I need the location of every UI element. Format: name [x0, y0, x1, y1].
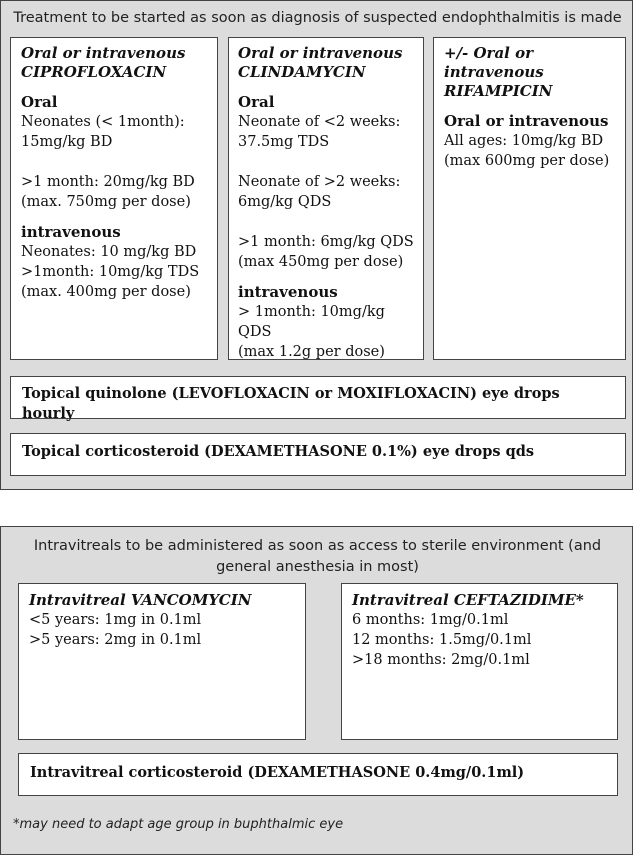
topical-quinolone-text: Topical quinolone (LEVOFLOXACIN or MOXIFLOXACIN) eye drops hourly: [22, 385, 560, 422]
clinda-oral-line: >1 month: 6mg/kg QDS: [238, 234, 414, 250]
rif-title-line2: RIFAMPICIN: [444, 82, 553, 100]
clinda-oral-line: Neonate of >2 weeks:: [238, 174, 401, 190]
clinda-iv-label: intravenous: [238, 283, 338, 301]
rif-route-label: Oral or intravenous: [444, 112, 609, 130]
intravitreal-steroid-box: [18, 753, 618, 796]
vanco-line: >5 years: 2mg in 0.1ml: [29, 632, 202, 648]
clinda-oral-line: 6mg/kg QDS: [238, 194, 332, 210]
topical-quinolone-box: [10, 376, 626, 422]
ceftaz-line: 12 months: 1.5mg/0.1ml: [352, 632, 532, 648]
cipro-iv-line: Neonates: 10 mg/kg BD: [21, 244, 197, 260]
cipro-iv-label: intravenous: [21, 223, 121, 241]
cipro-title-line2: CIPROFLOXACIN: [21, 63, 167, 81]
cipro-oral-line: Neonates (< 1month):: [21, 114, 185, 130]
clinda-iv-line: (max 1.2g per dose): [238, 344, 385, 360]
clindamycin-box: [228, 37, 424, 360]
rif-line: All ages: 10mg/kg BD: [444, 133, 604, 149]
cipro-oral-label: Oral: [21, 93, 58, 111]
clinda-oral-line: Neonate of <2 weeks:: [238, 114, 401, 130]
clinda-title-line2: CLINDAMYCIN: [238, 63, 366, 81]
topical-steroid-box: [10, 433, 626, 476]
treatment-header: Treatment to be started as soon as diagnosis of suspected endophthalmitis is made: [13, 10, 622, 26]
clinda-oral-line: 37.5mg TDS: [238, 134, 330, 150]
footnote: *may need to adapt age group in buphthalmic eye: [13, 817, 344, 832]
intravitreal-header-line1: Intravitreals to be administered as soon as access to sterile environment (and: [33, 538, 602, 554]
vanco-title: Intravitreal VANCOMYCIN: [29, 591, 252, 609]
rif-line: (max 600mg per dose): [444, 153, 610, 169]
intravitreal-panel: [0, 526, 633, 855]
rifampicin-box: [433, 37, 626, 360]
intravitreal-header-line2: general anesthesia in most): [216, 559, 419, 575]
vanco-line: <5 years: 1mg in 0.1ml: [29, 612, 202, 628]
cipro-title-line1: Oral or intravenous: [21, 44, 186, 62]
vancomycin-box: [18, 583, 306, 740]
ceftazidime-box: [341, 583, 618, 740]
cipro-oral-line: (max. 750mg per dose): [21, 194, 191, 210]
clinda-oral-label: Oral: [238, 93, 275, 111]
cipro-iv-line: (max. 400mg per dose): [21, 284, 191, 300]
clinda-oral-line: (max 450mg per dose): [238, 254, 404, 270]
ceftaz-line: >18 months: 2mg/0.1ml: [352, 652, 530, 668]
ciprofloxacin-box: [10, 37, 218, 360]
cipro-oral-line: >1 month: 20mg/kg BD: [21, 174, 195, 190]
topical-steroid-text: Topical corticosteroid (DEXAMETHASONE 0.1%) eye drops qds: [22, 443, 535, 460]
ceftaz-line: 6 months: 1mg/0.1ml: [352, 612, 509, 628]
clinda-iv-line: > 1month: 10mg/kg QDS: [238, 304, 385, 340]
intravitreal-steroid-text: Intravitreal corticosteroid (DEXAMETHASONE 0.4mg/0.1ml): [30, 764, 525, 781]
cipro-oral-line: 15mg/kg BD: [21, 134, 113, 150]
rif-title-line1: +/- Oral or intravenous: [444, 44, 544, 81]
cipro-iv-line: >1month: 10mg/kg TDS: [21, 264, 200, 280]
ceftaz-title: Intravitreal CEFTAZIDIME*: [352, 591, 584, 609]
clinda-title-line1: Oral or intravenous: [238, 44, 403, 62]
